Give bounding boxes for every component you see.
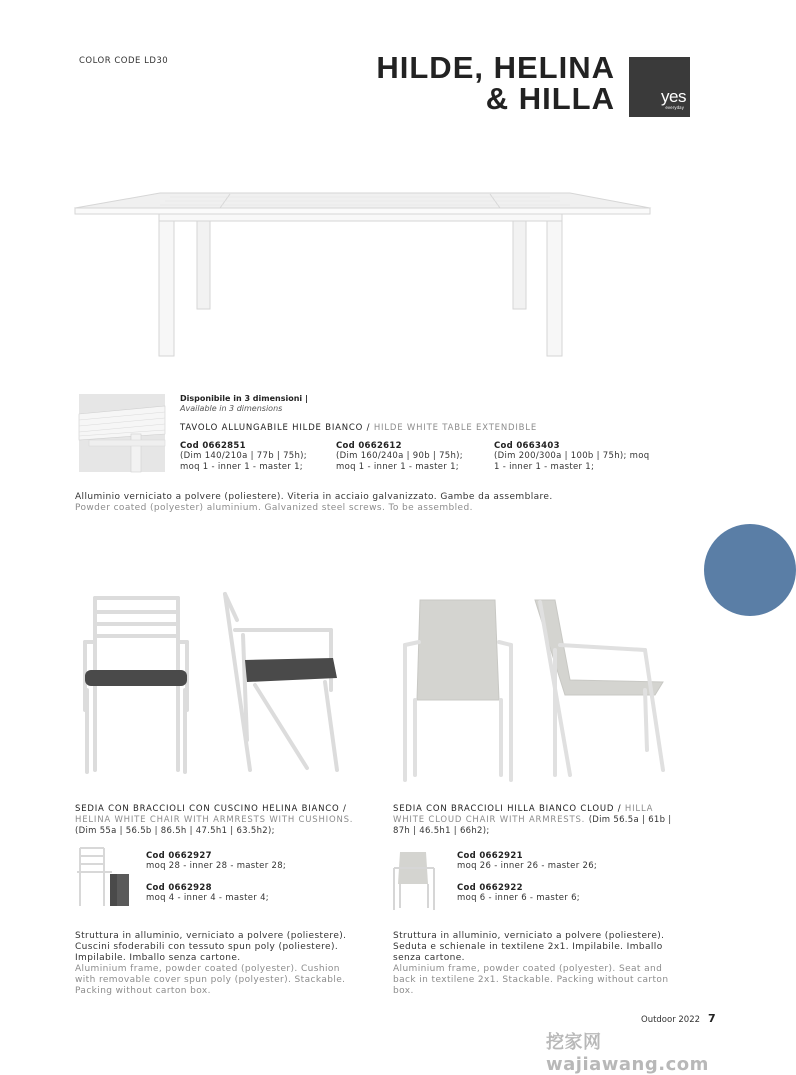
table-image bbox=[70, 185, 655, 360]
hilla-desc-it-1: Struttura in alluminio, verniciato a polvere (poliestere). bbox=[393, 931, 665, 941]
table-product-name bbox=[180, 423, 537, 433]
variant-packing: moq 6 - inner 6 - master 6; bbox=[457, 893, 580, 903]
hilla-desc-it-3: senza cartone. bbox=[393, 953, 465, 963]
variant-dimensions: (Dim 160/240a | 90b | 75h); bbox=[336, 451, 463, 461]
variant-packing: moq 1 - inner 1 - master 1; bbox=[336, 461, 459, 472]
hilla-desc-it-2: Seduta e schienale in textilene 2x1. Impilabile. Imballo bbox=[393, 942, 663, 952]
variant-code: Cod 0662851 bbox=[180, 441, 246, 451]
hilla-description bbox=[393, 931, 693, 997]
title-line-2: & HILLA bbox=[485, 81, 615, 116]
page-title bbox=[285, 52, 615, 114]
logo-subtext: everyday bbox=[665, 105, 684, 110]
helina-name-it: SEDIA CON BRACCIOLI CON CUSCINO HELINA BIANCO / bbox=[75, 804, 347, 814]
table-description-it: Alluminio verniciato a polvere (poliestere). Viteria in acciaio galvanizzato. Gambe da assemblare. bbox=[75, 492, 553, 502]
accent-circle bbox=[704, 524, 796, 616]
variant-code: Cod 0662922 bbox=[457, 883, 523, 893]
variant-code: Cod 0662921 bbox=[457, 851, 523, 861]
catalog-name: Outdoor 2022 bbox=[641, 1015, 701, 1025]
variant-dimensions: (Dim 200/300a | 100b | 75h); moq bbox=[494, 451, 650, 461]
page-number: 7 bbox=[708, 1012, 716, 1025]
hilla-dimensions-2: 87h | 46.5h1 | 66h2); bbox=[393, 826, 490, 836]
table-variant-1 bbox=[180, 441, 340, 472]
hilla-variant-2 bbox=[457, 883, 580, 904]
title-line-1: HILDE, HELINA bbox=[376, 50, 615, 85]
table-detail-thumbnail bbox=[79, 394, 165, 472]
watermark: 挖家网 wajiawang.com bbox=[546, 1032, 709, 1075]
helina-desc-en-2: with removable cover spun poly (polyester). Stackable. bbox=[75, 975, 346, 985]
helina-desc-it-2: Cuscini sfoderabili con tessuto spun poly (poliestere). bbox=[75, 942, 339, 952]
table-variant-3 bbox=[494, 441, 684, 472]
availability-it: Disponibile in 3 dimensioni | bbox=[180, 394, 308, 403]
color-code-label: COLOR CODE LD30 bbox=[79, 56, 169, 66]
hilla-variant-1 bbox=[457, 851, 597, 872]
variant-packing: moq 4 - inner 4 - master 4; bbox=[146, 893, 269, 903]
availability-en: Available in 3 dimensions bbox=[180, 404, 283, 413]
hilla-desc-en-2: back in textilene 2x1. Stackable. Packing without carton bbox=[393, 975, 669, 985]
helina-name-en: HELINA WHITE CHAIR WITH ARMRESTS WITH CUSHIONS. bbox=[75, 815, 354, 825]
table-name-it: TAVOLO ALLUNGABILE HILDE BIANCO / bbox=[180, 423, 371, 433]
helina-desc-it-3: Impilabile. Imballo senza cartone. bbox=[75, 953, 241, 963]
variant-code: Cod 0662612 bbox=[336, 441, 402, 451]
helina-desc-en-3: Packing without carton box. bbox=[75, 986, 211, 996]
hilla-name-it: SEDIA CON BRACCIOLI HILLA BIANCO CLOUD / bbox=[393, 804, 622, 814]
hilla-desc-en-3: box. bbox=[393, 986, 414, 996]
variant-code: Cod 0662927 bbox=[146, 851, 212, 861]
hilla-name-en-2: WHITE CLOUD CHAIR WITH ARMRESTS. bbox=[393, 815, 586, 825]
hilla-desc-en-1: Aluminium frame, powder coated (polyester). Seat and bbox=[393, 964, 663, 974]
brand-logo bbox=[629, 57, 690, 117]
variant-code: Cod 0663403 bbox=[494, 441, 560, 451]
helina-chair-image bbox=[75, 590, 355, 785]
variant-packing: moq 28 - inner 28 - master 28; bbox=[146, 861, 287, 871]
helina-variant-1 bbox=[146, 851, 286, 872]
hilla-product-name bbox=[393, 804, 693, 837]
variant-packing: moq 1 - inner 1 - master 1; bbox=[180, 461, 303, 472]
helina-thumbnail bbox=[72, 844, 134, 909]
helina-variant-2 bbox=[146, 883, 269, 904]
helina-description bbox=[75, 931, 375, 997]
helina-product-name bbox=[75, 804, 375, 837]
hilla-dimensions-1: (Dim 56.5a | 61b | bbox=[588, 815, 672, 825]
hilla-thumbnail bbox=[390, 850, 442, 912]
helina-desc-en-1: Aluminium frame, powder coated (polyester). Cushion bbox=[75, 964, 340, 974]
hilla-chair-image bbox=[395, 590, 675, 785]
variant-code: Cod 0662928 bbox=[146, 883, 212, 893]
table-name-en: HILDE WHITE TABLE EXTENDIBLE bbox=[373, 423, 538, 433]
variant-packing: moq 26 - inner 26 - master 26; bbox=[457, 861, 598, 871]
table-description-en: Powder coated (polyester) aluminium. Galvanized steel screws. To be assembled. bbox=[75, 503, 473, 513]
logo-text: yes bbox=[661, 87, 686, 106]
helina-desc-it-1: Struttura in alluminio, verniciato a polvere (poliestere). bbox=[75, 931, 347, 941]
variant-packing: 1 - inner 1 - master 1; bbox=[494, 461, 595, 472]
variant-dimensions: (Dim 140/210a | 77b | 75h); bbox=[180, 451, 307, 461]
hilla-name-en-1: HILLA bbox=[624, 804, 654, 814]
helina-dimensions: (Dim 55a | 56.5b | 86.5h | 47.5h1 | 63.5h2); bbox=[75, 826, 275, 836]
table-variant-2 bbox=[336, 441, 496, 472]
